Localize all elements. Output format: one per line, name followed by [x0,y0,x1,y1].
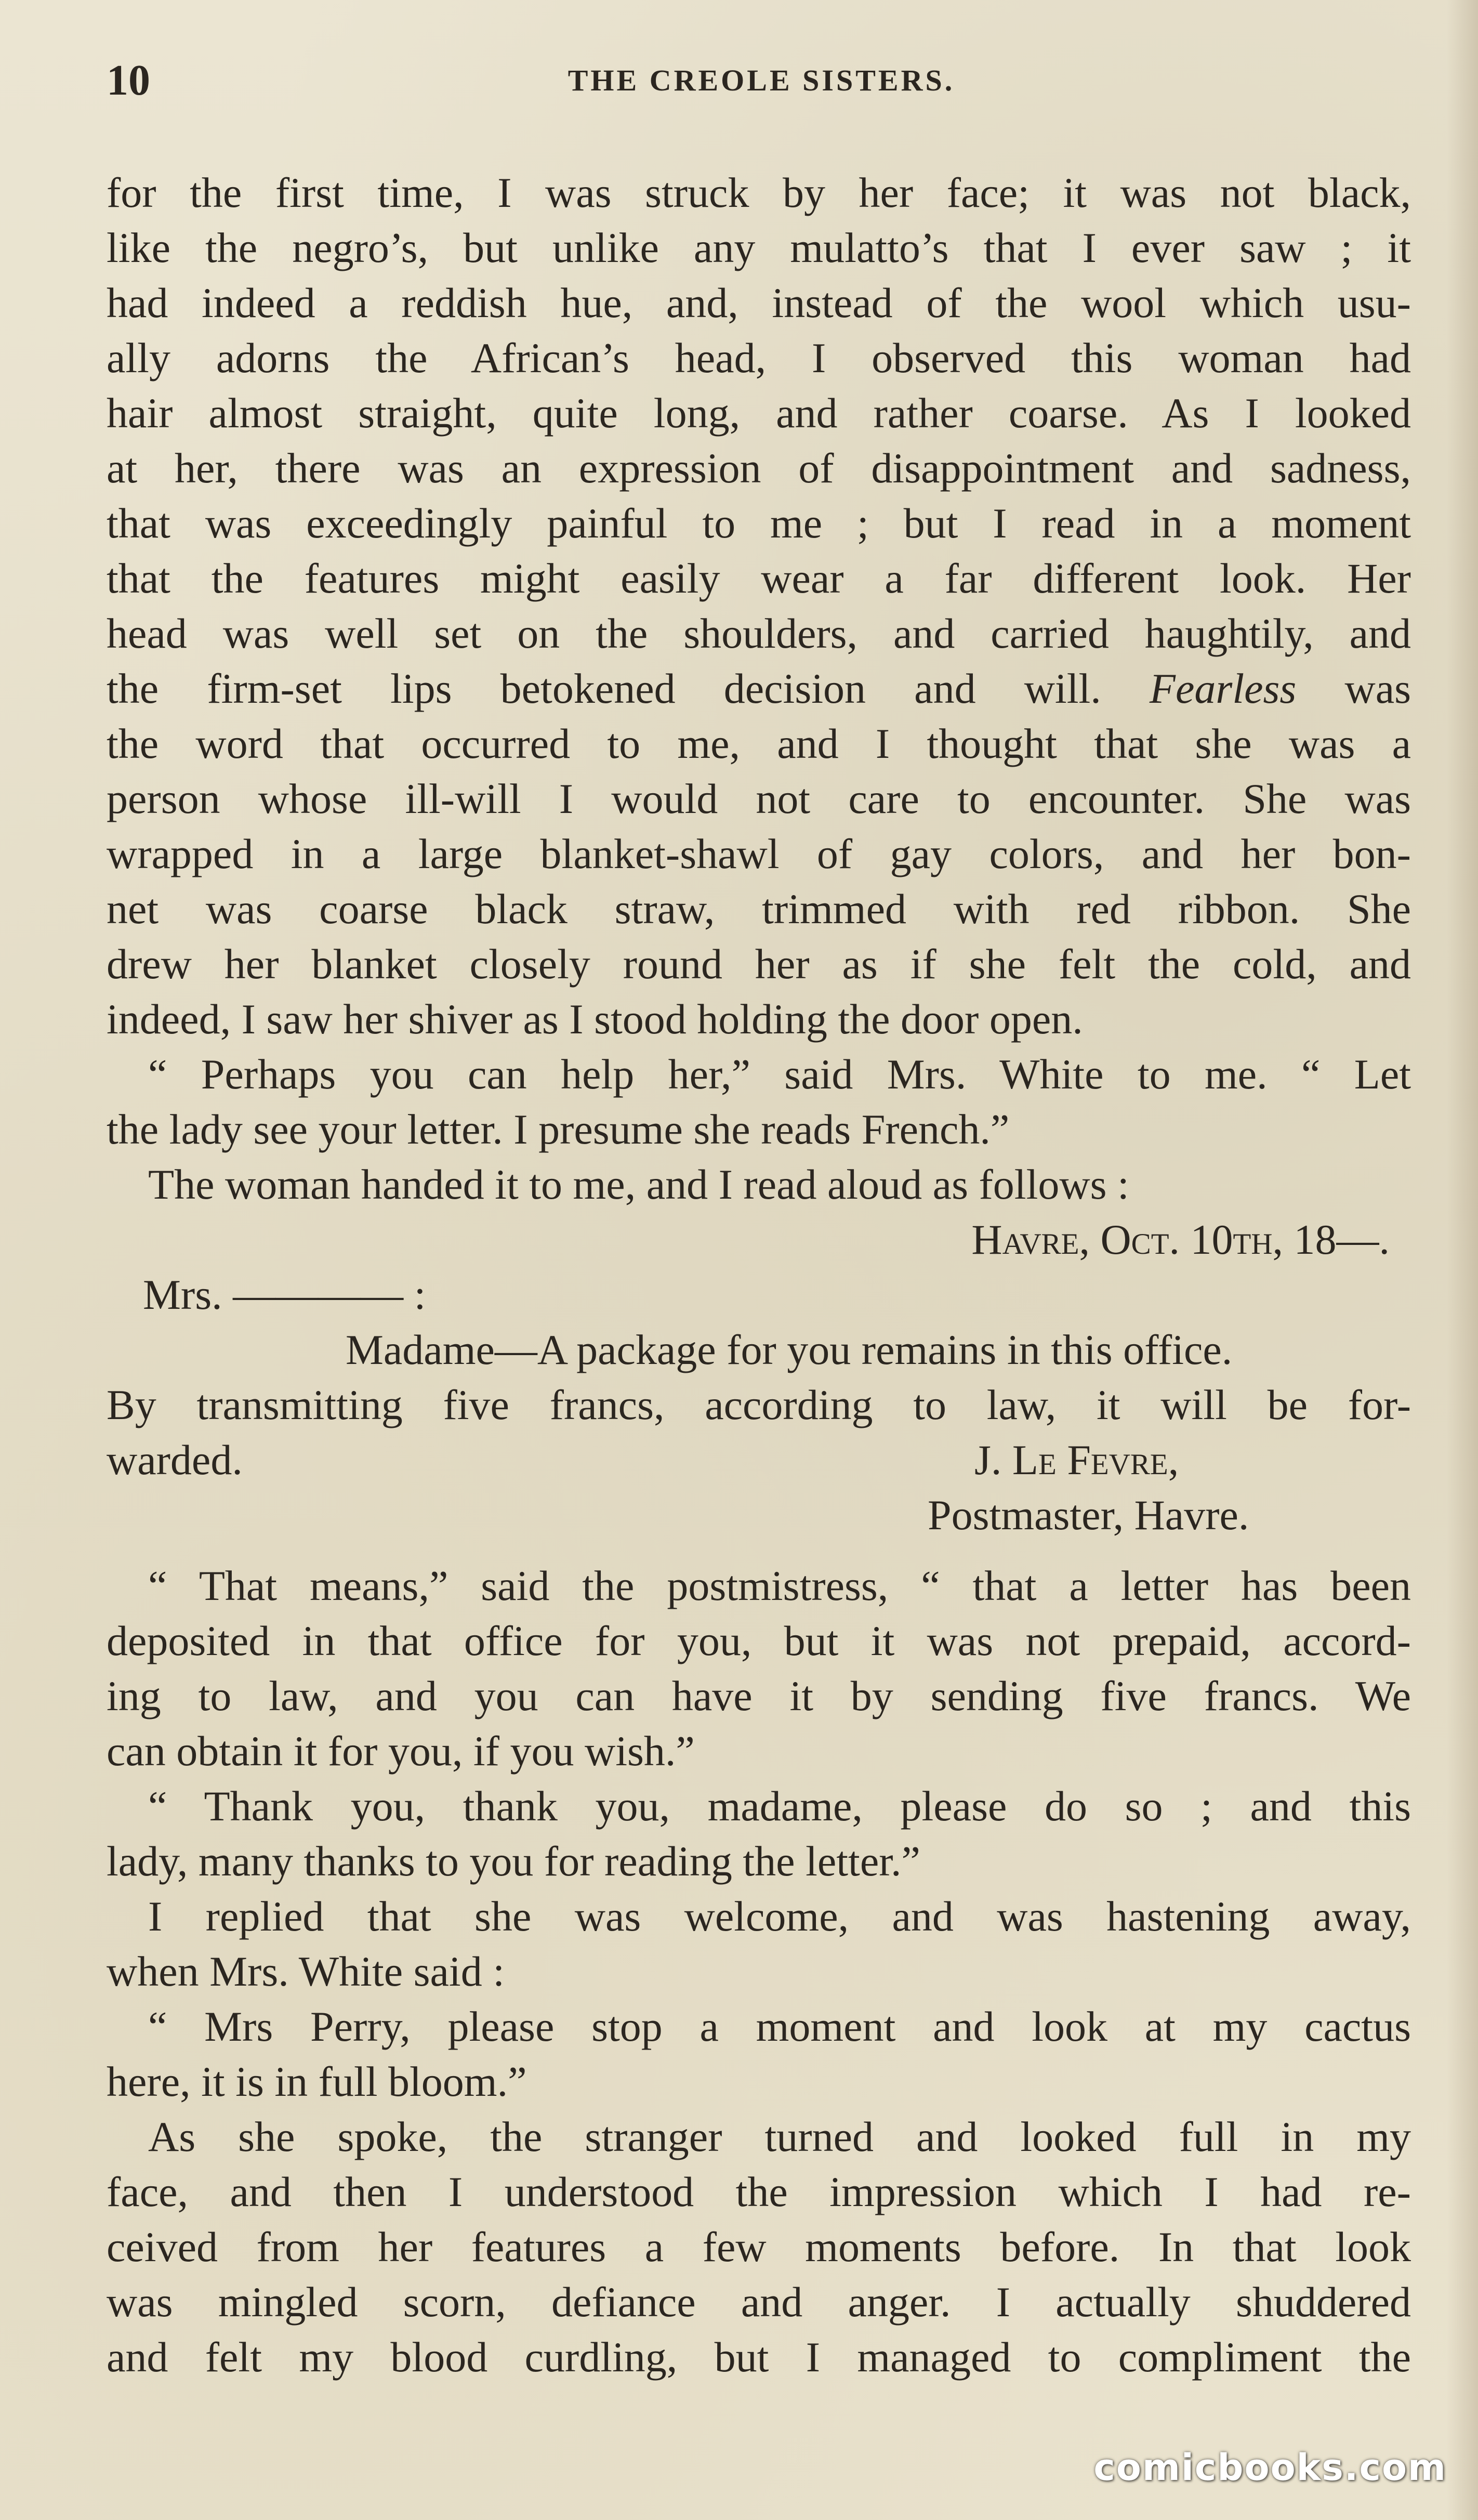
text-line: can obtain it for you, if you wish.” [107,1727,695,1775]
letter-line-text: warded. [107,1436,243,1484]
running-title: THE CREOLE SISTERS. [568,63,955,97]
text-line: ally adorns the African’s head, I observed this woman had [107,334,1411,382]
text-line: As she spoke, the stranger turned and looked full in my [148,2113,1411,2160]
text-line: “ Perhaps you can help her,” said Mrs. White to me. “ Let [148,1051,1411,1098]
signature-title: Postmaster, Havre. [928,1491,1249,1539]
text-line: “ Thank you, thank you, madame, please do so ; and this [148,1782,1411,1830]
text-line: ing to law, and you can have it by sending five francs. We [107,1672,1411,1720]
text-line: at her, there was an expression of disappointment and sadness, [107,444,1411,492]
text-line: face, and then I understood the impression which I had re- [107,2168,1411,2215]
italic-word: Fearless [1149,665,1297,712]
text-line: lady, many thanks to you for reading the letter.” [107,1838,920,1885]
text-line: here, it is in full bloom.” [107,2058,527,2105]
text-line: deposited in that office for you, but it was not prepaid, accord- [107,1617,1411,1664]
letter-line: By transmitting five francs, according to law, it will be for- [107,1381,1411,1428]
text-line: “ That means,” said the postmistress, “ that a letter has been [148,1562,1411,1609]
text-line: that the features might easily wear a far different look. Her [107,555,1411,602]
letter-line: Madame—A package for you remains in this office. [346,1326,1233,1373]
text-line: head was well set on the shoulders, and carried haughtily, and [107,610,1411,657]
signature-name: J. Le Fevre, [974,1436,1179,1484]
text-line: ceived from her features a few moments before. In that look [107,2223,1411,2270]
text-line: “ Mrs Perry, please stop a moment and look at my cactus [148,2003,1411,2050]
letter-salutation: Mrs. ———— : [143,1271,426,1318]
text-line: indeed, I saw her shiver as I stood holding the door open. [107,995,1083,1043]
text-line: drew her blanket closely round her as if she felt the cold, and [107,940,1411,988]
letter-line [107,1433,1411,1488]
dateline-text: Havre, Oct. 10th, 18—. [971,1216,1390,1263]
text-line: like the negro’s, but unlike any mulatto’s that I ever saw ; it [107,224,1411,271]
page-body [107,165,1411,2385]
page-number: 10 [107,56,150,104]
text-line: I replied that she was welcome, and was hastening away, [148,1893,1411,1940]
text-line: when Mrs. White said : [107,1948,505,1995]
text-line: person whose ill-will I would not care to encounter. She was [107,775,1411,822]
text-line: the word that occurred to me, and I thought that she was a [107,720,1411,767]
text-line: for the first time, I was struck by her face; it was not black, [107,169,1411,216]
text-line: hair almost straight, quite long, and rather coarse. As I looked [107,389,1411,437]
text-line: the lady see your letter. I presume she reads French.” [107,1106,1010,1153]
text-line: had indeed a reddish hue, and, instead of the wool which usu- [107,279,1411,326]
text-line: net was coarse black straw, trimmed with red ribbon. She [107,885,1411,933]
text-line: The woman handed it to me, and I read aloud as follows : [148,1161,1129,1208]
text-segment: was [1296,665,1411,712]
spacer [107,1543,1411,1558]
text-line: was mingled scorn, defiance and anger. I actually shuddered [107,2278,1411,2326]
page-header [107,49,1416,112]
text-segment: the firm-set lips betokened decision and will. [107,665,1150,712]
text-line: wrapped in a large blanket-shawl of gay colors, and her bon- [107,830,1411,877]
page-edge-shadow [1447,0,1478,2520]
letter-dateline [107,1212,1411,1267]
watermark: comicbooks.com [1093,2446,1447,2489]
text-line: that was exceedingly painful to me ; but I read in a moment [107,500,1411,547]
text-line: and felt my blood curdling, but I managed to compliment the [107,2333,1411,2381]
text-line-fearless [107,661,1411,716]
